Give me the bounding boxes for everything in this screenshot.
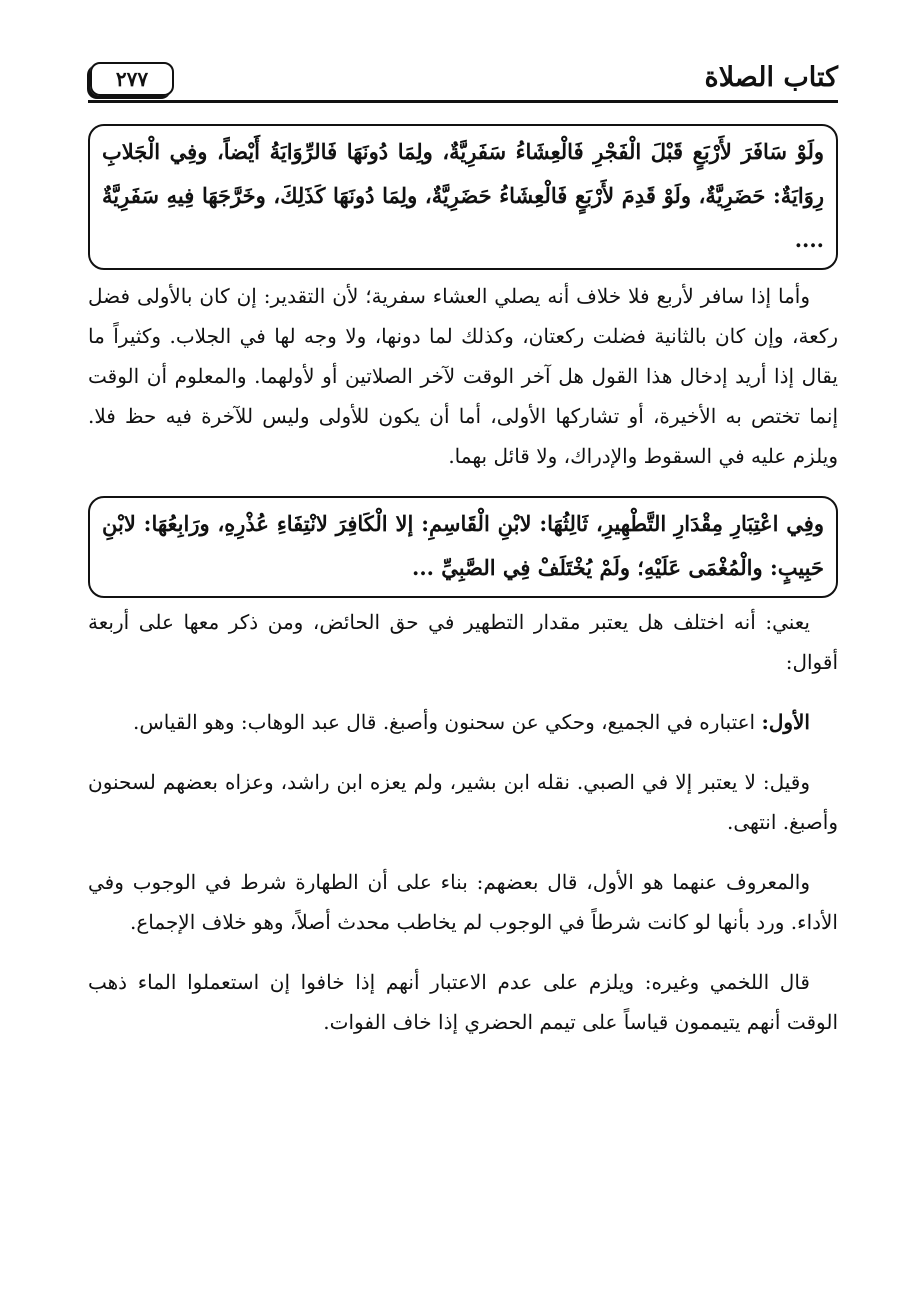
commentary-paragraph-first-opinion [88,702,838,742]
chapter-title: كتاب الصلاة [704,62,838,93]
page-number-badge: ٢٧٧ [90,62,174,96]
book-page [88,58,838,1062]
commentary-paragraph-lakhmi: قال اللخمي وغيره: ويلزم على عدم الاعتبار أنهم إذا خافوا إن استعملوا الماء ذهب الوقت أنهم يتيممون قياساً على تيمم الحضري إذا خاف الفوات. [88,970,838,1034]
first-opinion-text: اعتباره في الجميع، وحكي عن سحنون وأصبغ. قال عبد الوهاب: وهو القياس. [132,710,762,734]
commentary-paragraph-travel: وأما إذا سافر لأربع فلا خلاف أنه يصلي العشاء سفرية؛ لأن التقدير: إن كان بالأولى فضل ركعة، وإن كان بالثانية فضلت ركعتان، وكذلك لما دونها، ولا وجه لها في الجلاب. وكثيراً ما يقال إذا أريد إدخال هذا القول هل آخر الوقت لآخر الصلاتين أو لأولهما. والمعلوم أن الوقت إنما تختص به الأخيرة، أو تشاركها الأولى، أما أن يكون للأولى وليس للآخرة فيه حظ فلا. ويلزم عليه في السقوط والإدراك، ولا قائل بهما. [88,284,838,468]
matn-box-purification: وفِي اعْتِبَارِ مِقْدَارِ التَّطْهِيرِ، ثَالِثُهَا: لابْنِ الْقَاسِمِ: إلا الْكَافِرَ لانْتِفَاءِ عُذْرِهِ، ورَابِعُهَا: لابْنِ حَبِيبٍ: والْمُغْمَى عَلَيْهِ؛ ولَمْ يُخْتَلَفْ فِي الصَّبِيِّ ... [88,496,838,598]
page-header [88,58,838,102]
first-opinion-label: الأول: [761,710,810,734]
commentary-paragraph-meaning: يعني: أنه اختلف هل يعتبر مقدار التطهير في حق الحائض، ومن ذكر معها على أربعة أقوال: [88,610,838,674]
header-divider [88,100,838,103]
matn-box-travel: ولَوْ سَافَرَ لأَرْبَعٍ قَبْلَ الْفَجْرِ فَالْعِشَاءُ سَفَرِيَّةٌ، ولِمَا دُونَهَا فَالرِّوَايَةُ أَيْضاً، وفِي الْجَلابِ رِوَايَةٌ: حَضَرِيَّةٌ، ولَوْ قَدِمَ لأَرْبَعٍ فَالْعِشَاءُ حَضَرِيَّةٌ، ولِمَا دُونَهَا كَذَلِكَ، وخَرَّجَهَا فِيهِ سَفَرِيَّةٌ .... [88,124,838,270]
commentary-paragraph-other-opinion: وقيل: لا يعتبر إلا في الصبي. نقله ابن بشير، ولم يعزه ابن راشد، وعزاه بعضهم لسحنون وأصبغ. انتهى. [88,770,838,834]
commentary-paragraph-known-opinion: والمعروف عنهما هو الأول، قال بعضهم: بناء على أن الطهارة شرط في الوجوب وفي الأداء. ورد بأنها لو كانت شرطاً في الوجوب لم يخاطب محدث أصلاً، وهو خلاف الإجماع. [88,870,838,934]
